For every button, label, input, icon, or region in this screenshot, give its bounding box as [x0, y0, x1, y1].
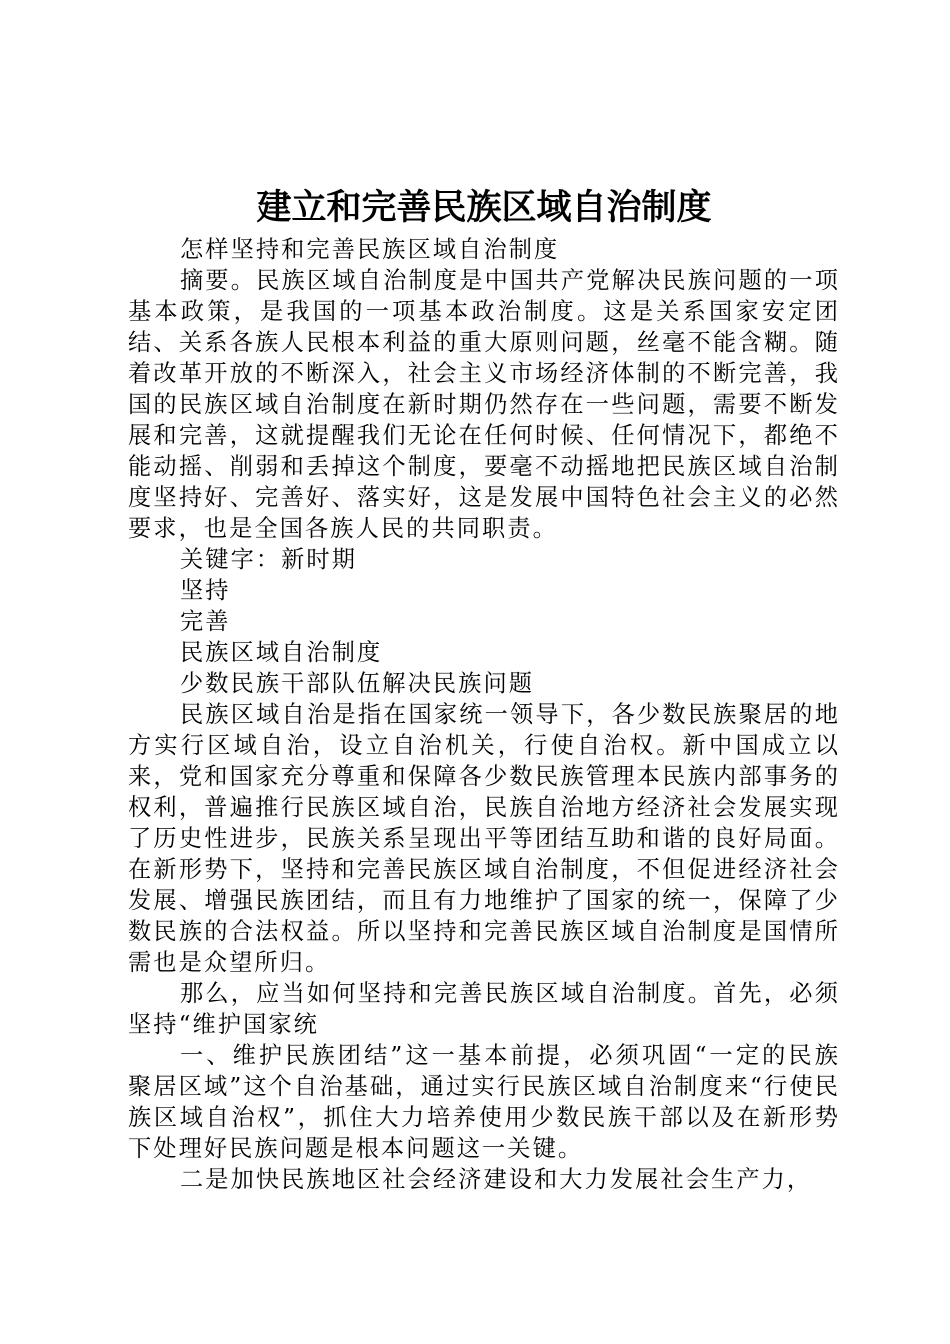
paragraph-body: 那么，应当如何坚持和完善民族区域自治制度。首先，必须坚持“维护国家统	[128, 980, 840, 1038]
paragraph-subtitle: 怎样坚持和完善民族区域自治制度	[180, 236, 560, 263]
paragraph-keyword: 完善	[180, 608, 231, 635]
document-title: 建立和完善民族区域自治制度	[256, 188, 712, 228]
paragraph-keywords: 关键字：新时期	[180, 546, 358, 573]
paragraph-keyword: 民族区域自治制度	[180, 639, 383, 666]
paragraph-body: 二是加快民族地区社会经济建设和大力发展社会生产力，	[180, 1166, 813, 1193]
paragraph-abstract: 摘要。民族区域自治制度是中国共产党解决民族问题的一项基本政策，是我国的一项基本政治制度。这是关系国家安定团结、关系各族人民根本利益的重大原则问题，丝毫不能含糊。随着改革开放的不断深入，社会主义市场经济体制的不断完善，我国的民族区域自治制度在新时期仍然存在一些问题，需要不断发展和完善，这就提醒我们无论在任何时候、任何情况下，都绝不能动摇、削弱和丢掉这个制度，要毫不动摇地把民族区域自治制度坚持好、完善好、落实好，这是发展中国特色社会主义的必然要求，也是全国各族人民的共同职责。	[128, 267, 840, 542]
paragraph-keyword: 少数民族干部队伍解决民族问题	[180, 670, 535, 697]
paragraph-keyword: 坚持	[180, 577, 231, 604]
paragraph-body: 民族区域自治是指在国家统一领导下，各少数民族聚居的地方实行区域自治，设立自治机关，行使自治权。新中国成立以来，党和国家充分尊重和保障各少数民族管理本民族内部事务的权利，普遍推行民族区域自治，民族自治地方经济社会发展实现了历史性进步，民族关系呈现出平等团结互助和谐的良好局面。在新形势下，坚持和完善民族区域自治制度，不但促进经济社会发展、增强民族团结，而且有力地维护了国家的统一，保障了少数民族的合法权益。所以坚持和完善民族区域自治制度是国情所需也是众望所归。	[128, 701, 840, 976]
paragraph-body: 一、维护民族团结”这一基本前提，必须巩固“一定的民族聚居区域”这个自治基础，通过实行民族区域自治制度来“行使民族区域自治权”，抓住大力培养使用少数民族干部以及在新形势下处理好民族问题是根本问题这一关键。	[128, 1042, 840, 1162]
document-body	[128, 234, 840, 1195]
